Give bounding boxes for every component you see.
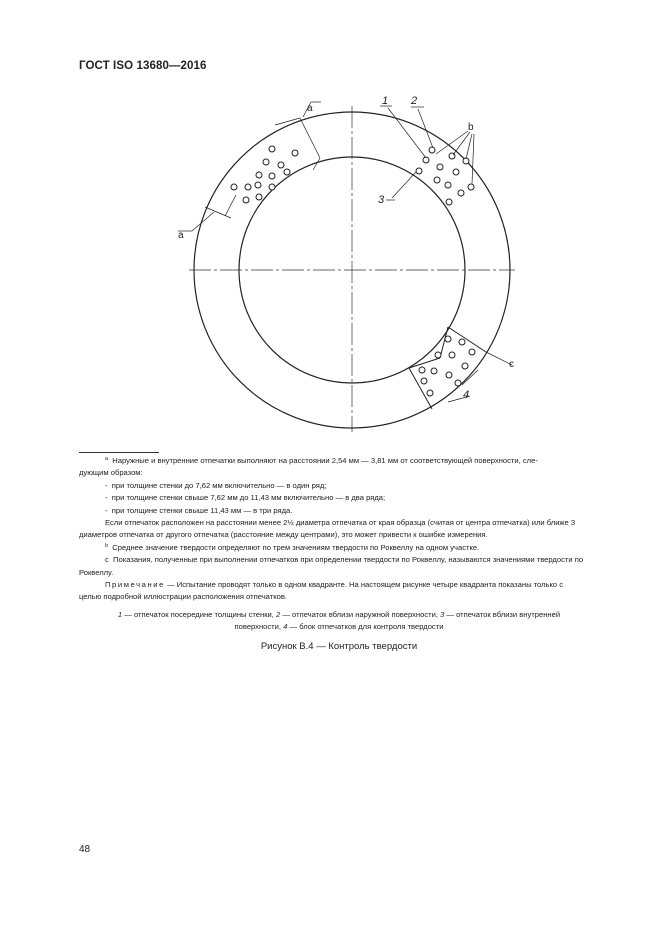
indents-upper-right [416,147,474,205]
footnote-c-text: Показания, полученные при выполнении отпечатков при определении твердости по Роквеллу, называются значениями твердости по Роквеллу. [79,555,584,577]
label-b: b [468,122,474,133]
footnote-a-marker: a [105,456,109,462]
label-c: c [509,359,514,370]
footnote-list-item: - при толщине стенки свыше 11,43 мм — в три ряда. [105,505,293,515]
figure-legend: 1 — отпечаток посередине толщины стенки, 2 — отпечаток вблизи наружной поверхности, 3 — отпечаток вблизи внутренней поверхности, 4 — блок отпечатков для контроля твердости [117,610,561,632]
footnote-c-marker: c [105,555,109,565]
page-number: 48 [79,844,91,855]
footnote-rule [79,452,159,453]
label-1: 1 [382,95,389,107]
note-label: Примечание [105,580,165,590]
figure-caption: Рисунок В.4 — Контроль твердости [260,641,418,652]
footnote-list-item: - при толщине стенки свыше 7,62 мм до 11,43 мм включительно — в два ряда; [105,493,386,503]
note-text: — Испытание проводят только в одном квадранте. На настоящем рисунке четыре квадранта показаны только с целью подробной иллюстрации расположения отпечатков. [79,580,564,602]
footnote-b-text: Среднее значение твердости определяют по трем значениям твердости по Роквеллу на одном участке. [112,542,480,552]
footnote-paragraph: Если отпечаток расположен на расстоянии менее 2½ диаметра отпечатка от края образца (считая от центра отпечатка) или ближе 3 диаметров отпечатка от другого отпечатка (расстояние между центрами), это может привести к ошибке измерения. [79,518,576,540]
footnote-a [79,455,587,467]
footnote-a-text: Наружные и внутренние отпечатки выполняют на расстоянии 2,54 мм — 3,81 мм от соответствующей поверхности, сле- [112,456,538,465]
footnote-list-item: - при толщине стенки до 7,62 мм включительно — в один ряд; [105,480,327,490]
label-2: 2 [411,95,418,107]
footnote-c [79,554,587,579]
label-a-left: a [178,230,184,241]
indents-upper-left [231,146,298,203]
footnote-b-marker: b [105,542,109,549]
label-4: 4 [463,389,470,401]
footnotes [79,455,587,604]
note [79,579,587,604]
label-3: 3 [378,194,385,206]
footnote-a-cont: дующим образом: [79,468,143,478]
leader-lines [380,106,512,402]
footnote-b [79,542,587,554]
indents-block-4 [419,336,475,396]
label-a-top: a [307,103,313,114]
dimension-a-left [178,195,236,231]
document-header: ГОСТ ISO 13680—2016 [79,60,207,72]
dimension-a-upper [275,102,321,170]
